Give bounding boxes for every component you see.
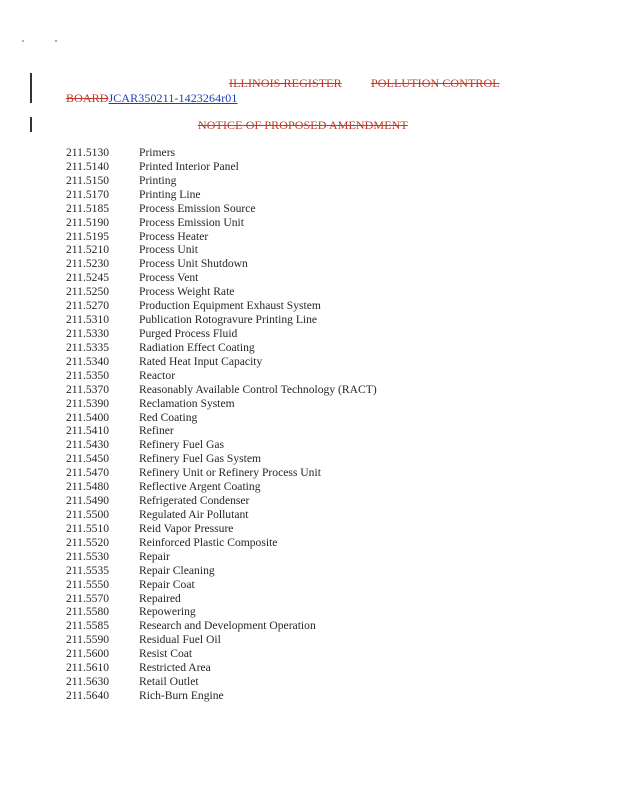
section-row [66,494,377,508]
section-term: Process Unit Shutdown [139,257,248,271]
section-term: Radiation Effect Coating [139,340,255,354]
section-number: 211.5310 [66,313,110,327]
section-number: 211.5140 [66,159,110,173]
section-number: 211.5490 [66,494,110,508]
section-number: 211.5630 [66,675,110,689]
section-term: Process Emission Source [139,201,256,215]
section-term: Reinforced Plastic Composite [139,535,278,549]
section-number: 211.5400 [66,410,110,424]
section-term: Rated Heat Input Capacity [139,354,263,368]
section-number: 211.5350 [66,368,110,382]
section-number: 211.5530 [66,549,110,563]
section-number: 211.5150 [66,173,110,187]
section-term: Reactor [139,368,176,382]
section-row [66,243,377,257]
section-row [66,564,377,578]
section-number: 211.5185 [66,201,110,215]
section-term: Retail Outlet [139,675,199,689]
section-row [66,146,377,160]
section-number: 211.5510 [66,521,110,535]
agency-name-text: POLLUTION CONTROL [371,76,500,90]
section-row [66,383,377,397]
section-term: Process Heater [139,229,209,243]
document-code: JCAR350211-1423264r01 [108,91,238,105]
section-row [66,550,377,564]
section-number: 211.5410 [66,424,110,438]
section-row [66,578,377,592]
section-term: Refiner [139,424,174,438]
section-row [66,397,377,411]
section-row [66,257,377,271]
section-row [66,160,377,174]
section-row [66,522,377,536]
section-term: Residual Fuel Oil [139,633,221,647]
section-number: 211.5330 [66,326,110,340]
section-term: Refrigerated Condenser [139,494,250,508]
section-row [66,647,377,661]
notice-heading [198,118,408,133]
section-number: 211.5340 [66,354,110,368]
section-term: Printing [139,173,177,187]
section-term: Reclamation System [139,396,235,410]
section-number: 211.5170 [66,187,110,201]
section-number: 211.5245 [66,271,110,285]
section-term: Repowering [139,605,196,619]
section-number: 211.5250 [66,285,110,299]
section-number: 211.5450 [66,452,110,466]
section-number: 211.5570 [66,591,110,605]
section-row [66,202,377,216]
section-row [66,508,377,522]
section-term: Process Unit [139,243,198,257]
register-title-text: ILLINOIS REGISTER [229,76,342,90]
agency-name-line2 [66,91,238,106]
section-number: 211.5610 [66,661,110,675]
section-number: 211.5130 [66,146,110,159]
section-row [66,411,377,425]
section-row [66,216,377,230]
section-row [66,188,377,202]
section-row [66,480,377,494]
section-term: Reflective Argent Coating [139,480,261,494]
section-row [66,341,377,355]
scan-speck [22,40,24,42]
section-row [66,452,377,466]
agency-board-text: BOARD [66,91,109,105]
section-number: 211.5430 [66,438,110,452]
section-term: Process Vent [139,271,199,285]
section-row [66,466,377,480]
section-number: 211.5480 [66,480,110,494]
register-title [229,76,342,91]
section-term: Repair Cleaning [139,563,215,577]
section-number: 211.5190 [66,215,110,229]
section-row [66,230,377,244]
notice-heading-text: NOTICE OF PROPOSED AMENDMENT [198,118,408,132]
section-term: Printing Line [139,187,201,201]
section-term: Production Equipment Exhaust System [139,299,321,313]
section-row [66,271,377,285]
section-row [66,313,377,327]
section-row [66,633,377,647]
scan-speck [55,40,57,42]
section-number: 211.5195 [66,229,110,243]
section-term: Publication Rotogravure Printing Line [139,313,318,327]
section-term: Refinery Unit or Refinery Process Unit [139,466,321,480]
section-term: Refinery Fuel Gas System [139,452,262,466]
section-row [66,536,377,550]
section-term: Repair [139,549,170,563]
revision-bar [30,73,32,103]
section-number: 211.5335 [66,340,110,354]
section-row [66,675,377,689]
section-number: 211.5500 [66,507,110,521]
section-term: Process Emission Unit [139,215,244,229]
section-number: 211.5550 [66,577,110,591]
section-term: Process Weight Rate [139,285,235,299]
section-number: 211.5590 [66,633,110,647]
section-term: Restricted Area [139,661,211,675]
section-row [66,605,377,619]
agency-name-line1 [371,76,500,91]
section-number: 211.5535 [66,563,110,577]
section-number: 211.5370 [66,382,110,396]
revision-bar [30,117,32,132]
section-row [66,438,377,452]
section-number: 211.5270 [66,299,110,313]
section-term: Regulated Air Pollutant [139,507,249,521]
section-row [66,689,377,703]
section-number: 211.5520 [66,535,110,549]
section-row [66,174,377,188]
section-row [66,424,377,438]
section-number: 211.5640 [66,688,110,702]
section-term: Reid Vapor Pressure [139,521,234,535]
section-number: 211.5230 [66,257,110,271]
section-term: Rich-Burn Engine [139,688,224,702]
section-row [66,369,377,383]
section-term: Refinery Fuel Gas [139,438,225,452]
section-row [66,355,377,369]
section-term: Purged Process Fluid [139,326,238,340]
section-number: 211.5580 [66,605,110,619]
section-list [66,146,377,703]
section-number: 211.5390 [66,396,110,410]
section-row [66,592,377,606]
section-term: Repaired [139,591,181,605]
section-row [66,285,377,299]
section-number: 211.5600 [66,647,110,661]
section-term: Printed Interior Panel [139,159,239,173]
section-row [66,661,377,675]
section-number: 211.5470 [66,466,110,480]
section-term: Reasonably Available Control Technology (RACT) [139,382,377,396]
section-term: Repair Coat [139,577,195,591]
section-term: Red Coating [139,410,198,424]
section-number: 211.5585 [66,619,110,633]
section-row [66,619,377,633]
section-number: 211.5210 [66,243,110,257]
section-term: Primers [139,146,176,159]
section-term: Resist Coat [139,647,193,661]
section-term: Research and Development Operation [139,619,316,633]
section-row [66,327,377,341]
section-row [66,299,377,313]
